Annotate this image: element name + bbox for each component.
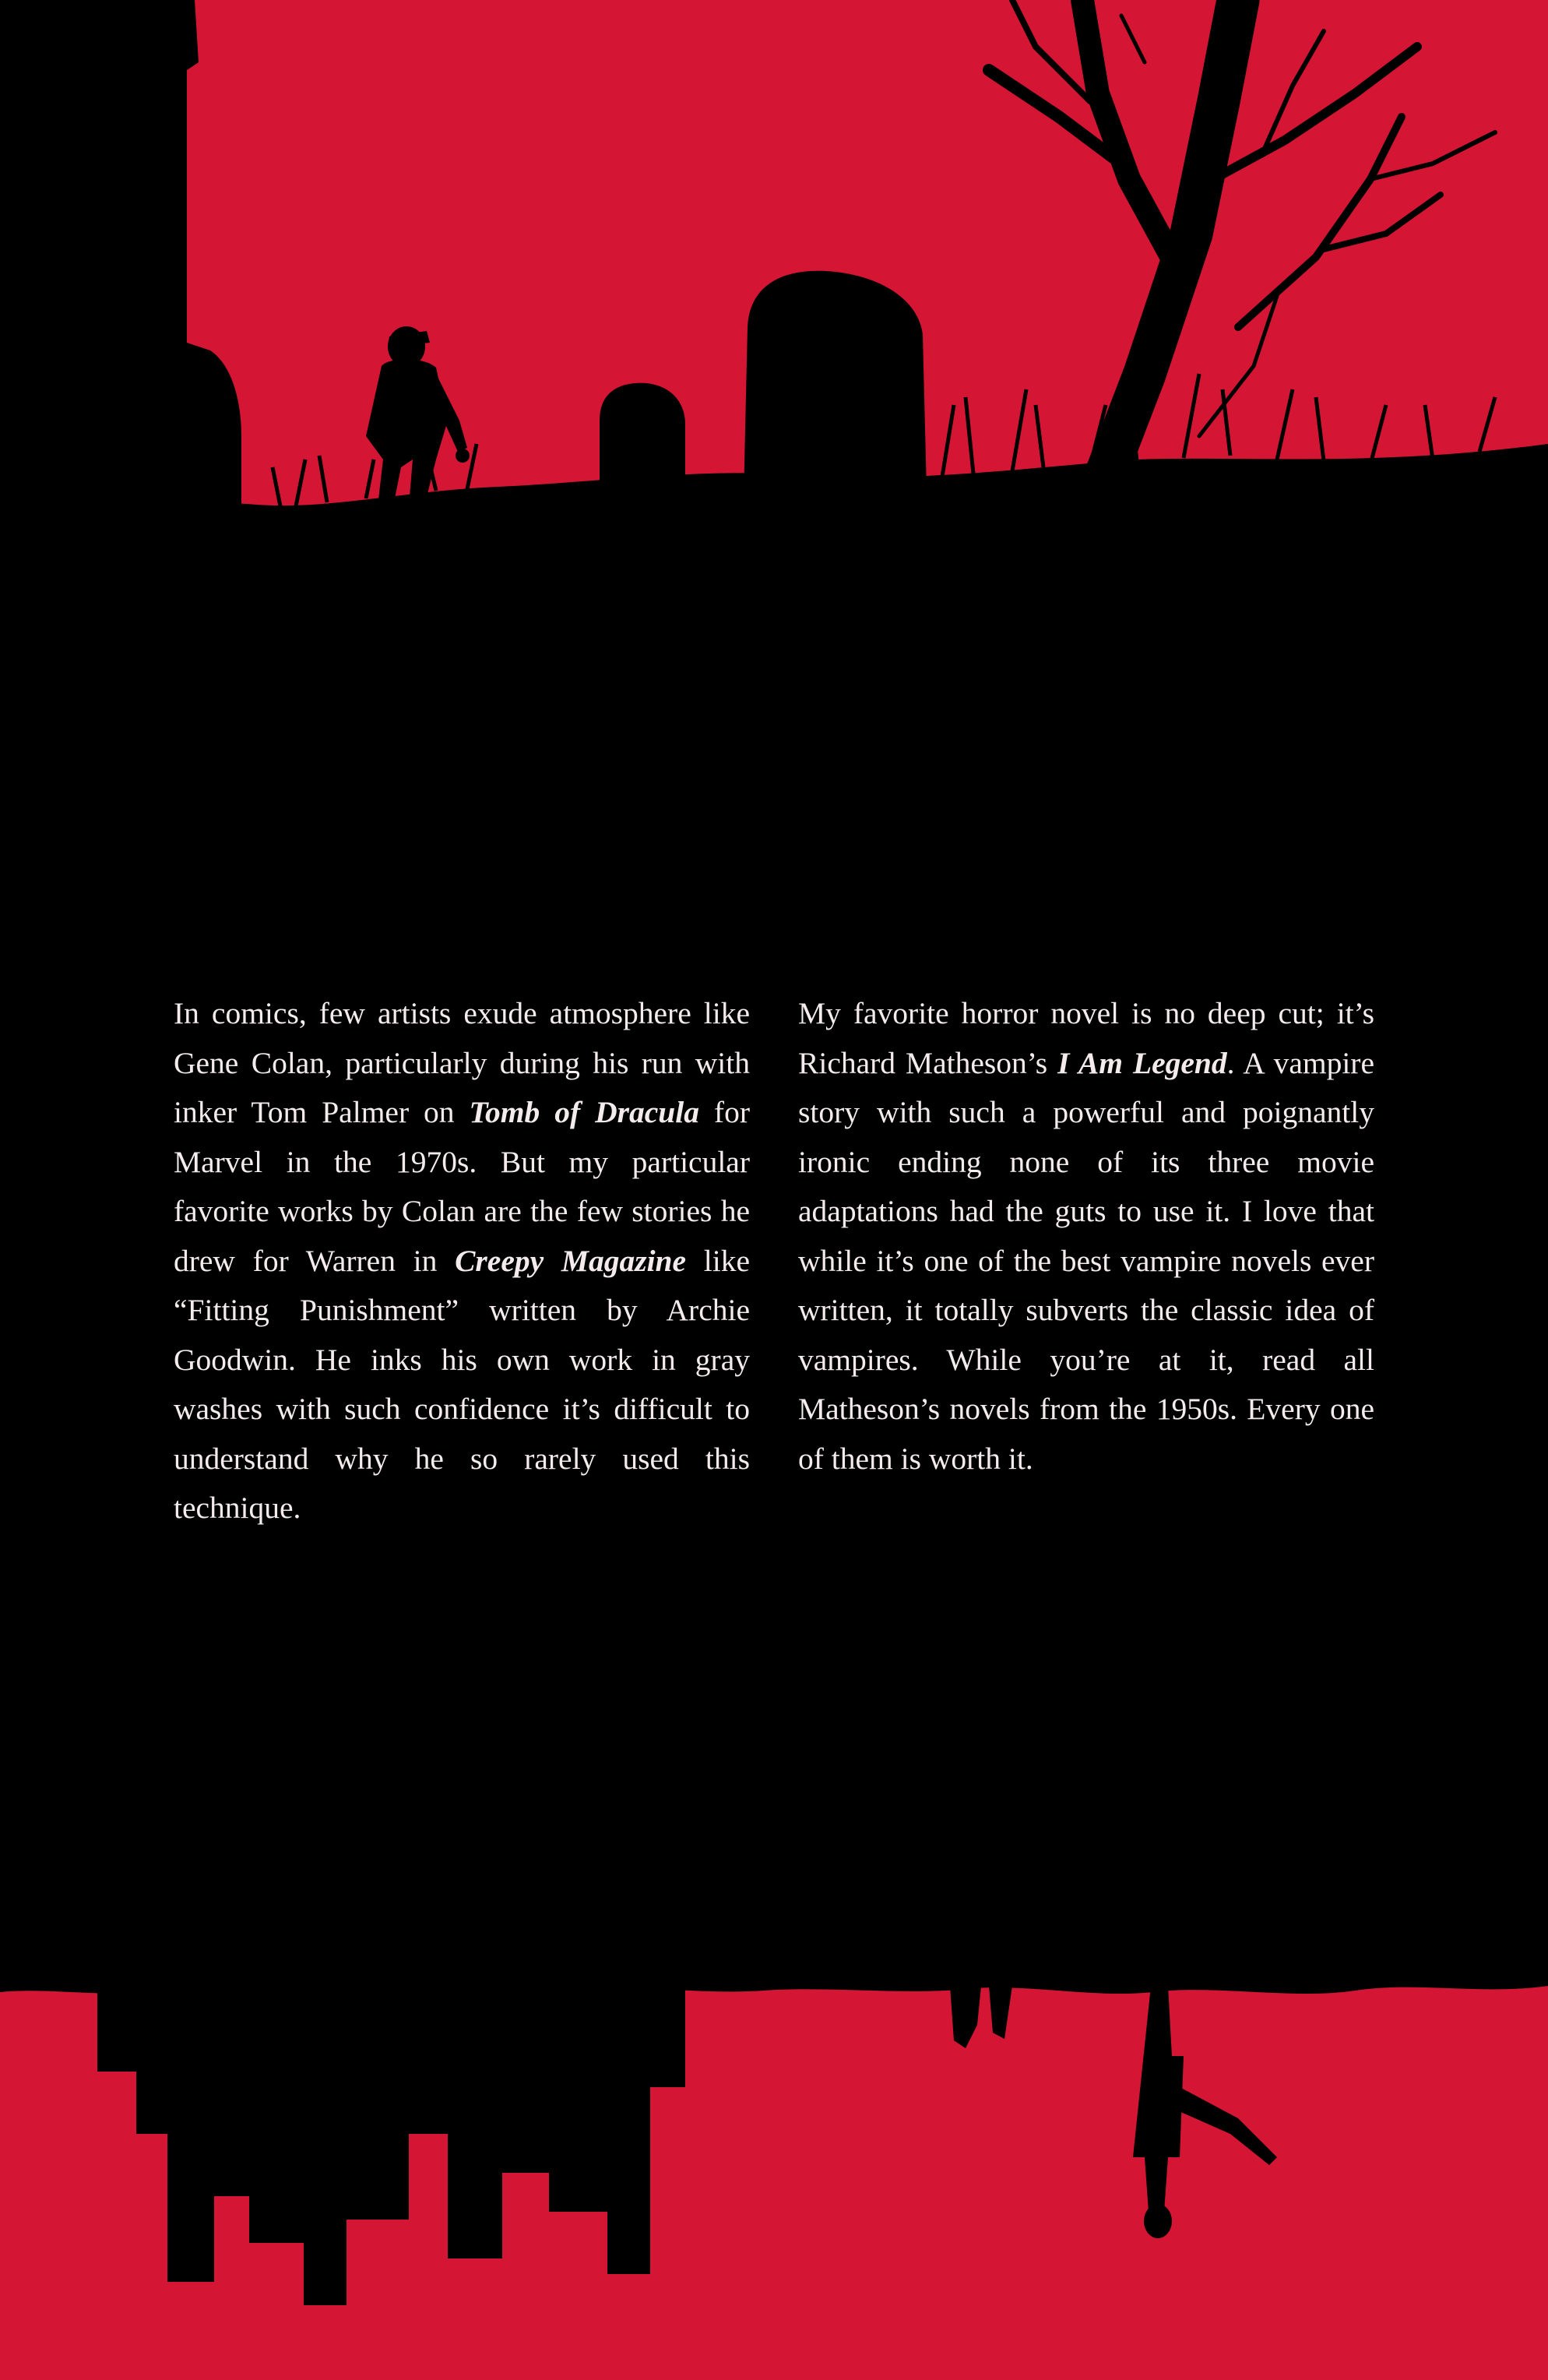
essay-left-text-3: like “Fitting Punishment” written by Archie Goodwin. He inks his own work in gray washes with such confidence it’s difficult to understand why he so rarely used this technique. xyxy=(174,1243,750,1525)
essay-right-text-2: . A vampire story with such a powerful and poignantly ironic ending none of its three movie adaptations had the guts to use it. I love that while it’s one of the best vampire novels ever written, it totally subverts the classic idea of vampires. While you’re at it, read all Matheson’s novels from the 1950s. Every one of them is worth it. xyxy=(798,1045,1374,1476)
large-gravestone-silhouette xyxy=(744,271,927,498)
torn-edge-silhouette xyxy=(0,1791,1548,1994)
essay-paragraph-left xyxy=(174,989,750,1533)
reflection-illustration-bottom xyxy=(0,1791,1548,2380)
small-gravestone-silhouette xyxy=(600,383,685,506)
book-title-creepy-magazine: Creepy Magazine xyxy=(455,1243,687,1278)
book-title-tomb-of-dracula: Tomb of Dracula xyxy=(469,1095,699,1129)
essay-paragraph-right xyxy=(798,989,1374,1484)
book-title-i-am-legend: I Am Legend xyxy=(1057,1045,1227,1080)
essay-right-text-1: My favorite horror novel is no deep cut; it’s Richard Matheson’s xyxy=(798,996,1374,1080)
essay-column-left xyxy=(174,989,750,1533)
essay-left-text-2: for Marvel in the 1970s. But my particular favorite works by Colan are the few stories he drew for Warren in xyxy=(174,1095,750,1278)
graveyard-illustration-top xyxy=(0,0,1548,779)
essay-left-text-1: In comics, few artists exude atmosphere like Gene Colan, particularly during his run with inker Tom Palmer on xyxy=(174,996,750,1129)
ground-fade xyxy=(0,561,1548,779)
essay-column-right xyxy=(798,989,1374,1484)
